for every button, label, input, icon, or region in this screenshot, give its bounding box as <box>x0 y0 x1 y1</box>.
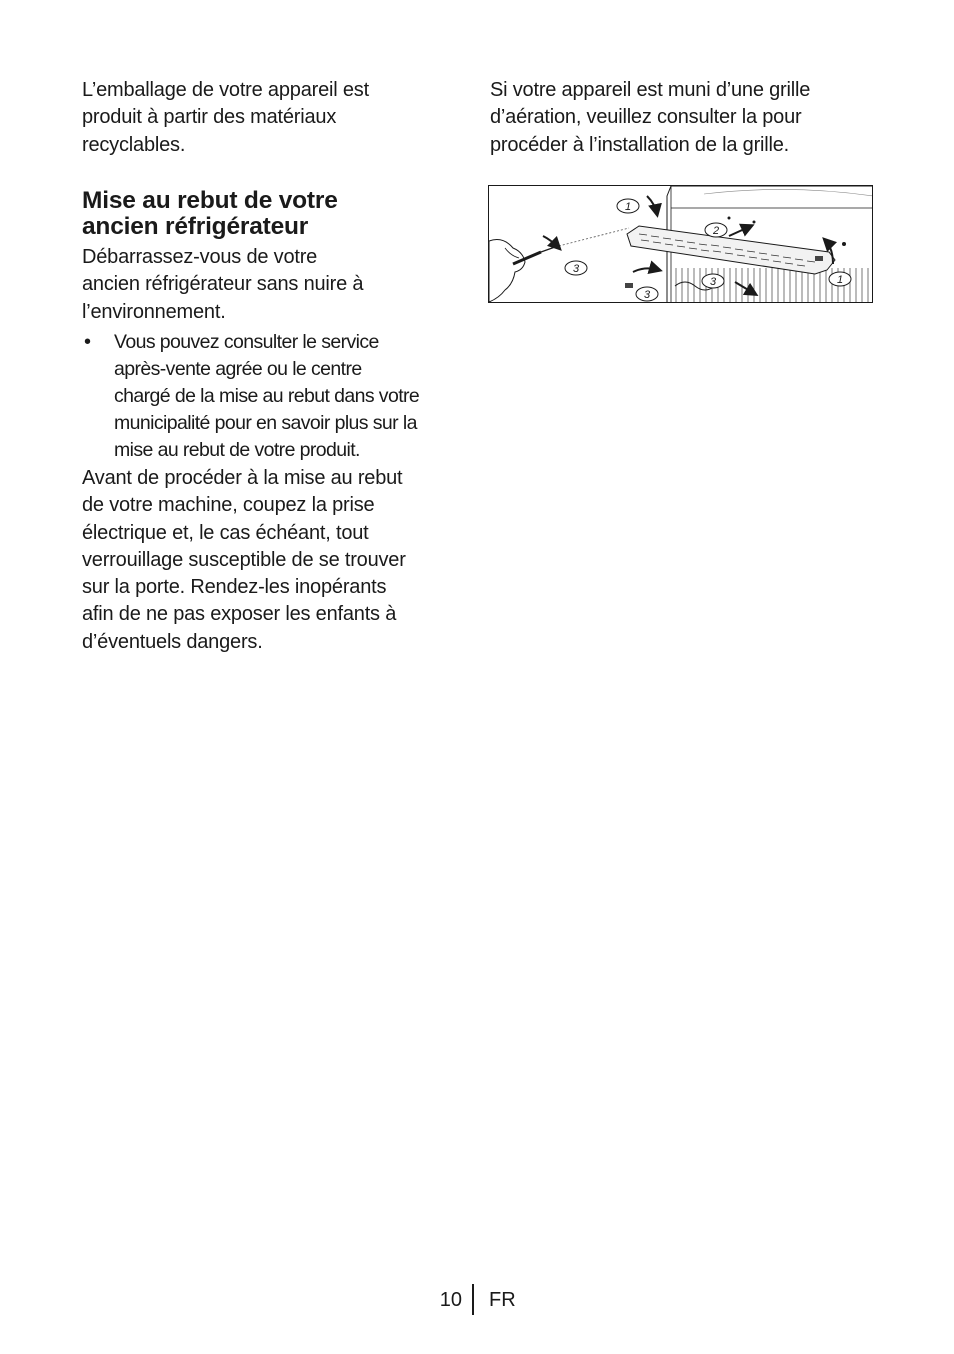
footer-separator <box>472 1284 474 1315</box>
callout-2-label: 2 <box>712 225 720 237</box>
bullet-item <box>82 329 467 469</box>
page-footer <box>0 1284 954 1316</box>
section-intro-paragraph: Débarrassez-vous de votre ancien réfrigérateur sans nuire à l’environnement. <box>82 246 364 323</box>
callout-3-center-label: 3 <box>709 276 717 288</box>
callout-3-bottom-label: 3 <box>643 289 651 301</box>
language-code: FR <box>489 1289 516 1311</box>
callout-1-right-label: 1 <box>836 274 844 286</box>
bullet-text: Vous pouvez consulter le service après-vente agrée ou le centre chargé de la mise au rebut dans votre municipalité pour en savoir plus sur la mise au rebut de votre produit. <box>114 331 420 461</box>
grille-installation-figure <box>488 185 873 303</box>
page-number: 10 <box>439 1289 462 1311</box>
section-heading: Mise au rebut de votre ancien réfrigérateur <box>82 187 338 240</box>
bullet-icon: • <box>84 331 92 353</box>
closing-paragraph: Avant de procéder à la mise au rebut de votre machine, coupez la prise électrique et, le cas échéant, tout verrouillage susceptible de se trouver sur la porte. Rendez-les inopérants afin de ne pas exposer les enfants à d’éventuels dangers. <box>82 467 406 653</box>
grille-illustration <box>489 186 873 303</box>
callout-1-top-label: 1 <box>624 201 632 213</box>
grille-paragraph: Si votre appareil est muni d’une grille d’aération, veuillez consulter la pour procéder à l’installation de la grille. <box>490 79 811 156</box>
packaging-paragraph: L’emballage de votre appareil est produit à partir des matériaux recyclables. <box>82 79 369 156</box>
callout-3-left-label: 3 <box>572 263 580 275</box>
